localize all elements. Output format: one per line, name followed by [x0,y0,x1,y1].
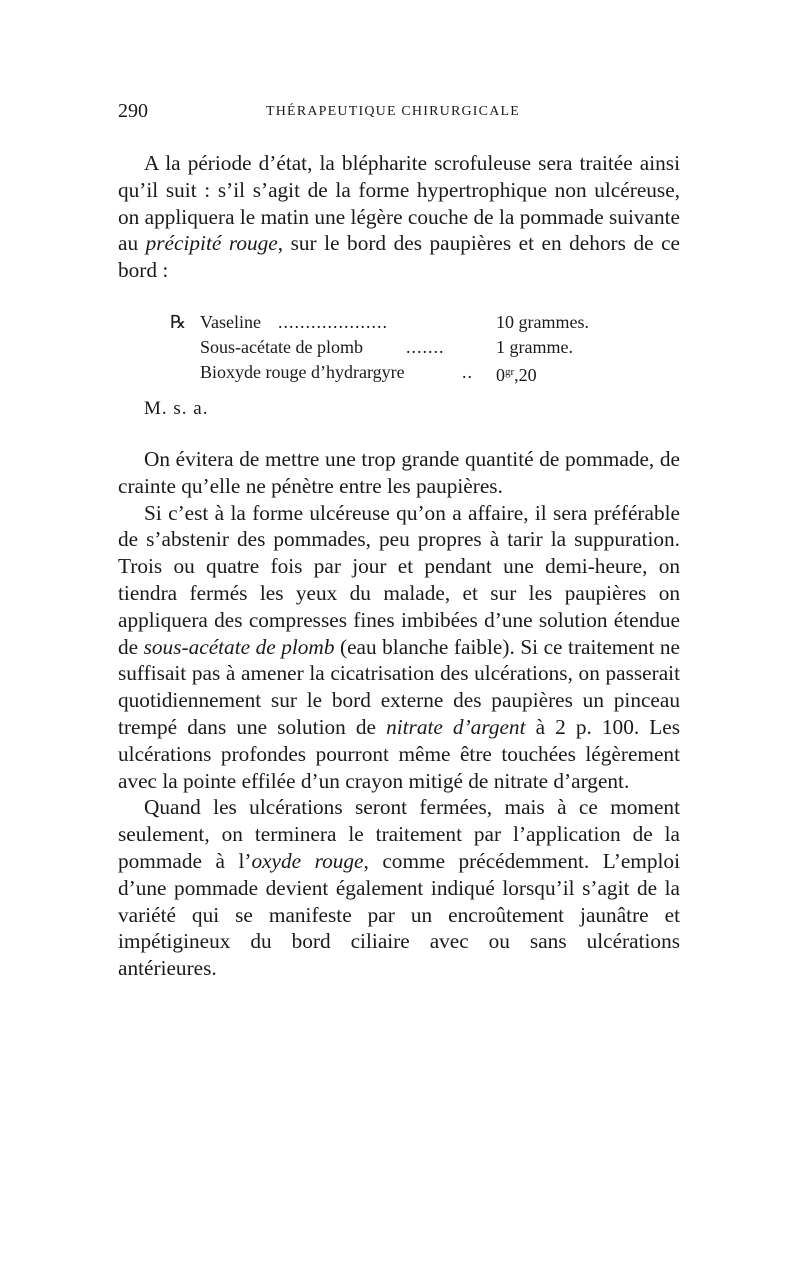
leader-dots: .................... [278,311,388,332]
quantity-decimal: ,20 [514,364,537,385]
ingredient-name: Sous-acétate de plomb [200,336,363,357]
ingredient-name: Vaseline [200,311,261,332]
quantity-unit: gr [505,365,515,378]
paragraph-after-healing [118,794,680,982]
paragraph-emphasis: précipité rouge [145,231,278,256]
ingredient-name: Bioxyde rouge d’hydrargyre [200,361,405,382]
quantity-value: 0 [496,364,505,385]
leader-dots: ....... [406,336,445,357]
prescription-formula [118,310,680,390]
paragraph-text: à 2 p. 100. Les ulcérations profondes pourront même être touchées légèrement avec la pointe effilée d’un crayon mitigé de nitrate d’argent. [118,714,680,793]
paragraph-text: A la période d’état, la blépharite scrofuleuse sera traitée ainsi qu’il suit : s’il s’agit de la forme hypertrophique non ulcéreuse, on appliquera le matin une légère couche de la pommade suivante au [118,151,680,256]
ingredient-quantity: 10 grammes. [496,311,589,332]
recipe-sign: ℞ [170,311,187,332]
book-page [118,100,680,982]
prescription-instruction: M. s. a. [144,397,209,419]
paragraph-text: , comme précédemment. L’emploi d’une pommade devient également indiqué lorsqu’il s’agit de la variété qui se manifeste par un encroûtement jaunâtre et impétigineux du bord ciliaire avec ou sans ulcérations antérieures. [118,848,681,981]
page-number: 290 [118,100,148,122]
leader-dots: .. [462,361,473,382]
paragraph-text: (eau blanche faible). Si ce traitement ne suffisait pas à amener la cicatrisation des ulcérations, on passerait quotidiennement sur le bord externe des paupières un pinceau trempé dans une solution de [118,634,680,739]
formula-row [200,335,620,360]
paragraph-text: Si c’est à la forme ulcéreuse qu’on a affaire, il sera préférable de s’abstenir des pommades, peu propres à tarir la suppuration. Trois ou quatre fois par jour et pendant une demi-heure, on tiendra fermés les yeux du malade, et sur les paupières on appliquera des compresses fines imbibées d’une solution étendue de [118,500,680,659]
formula-row [200,360,620,385]
paragraph-emphasis: sous-acétate de plomb [143,634,335,659]
running-head: THÉRAPEUTIQUE CHIRURGICALE [266,104,521,119]
paragraph-text: , sur le bord des paupières et en dehors de ce bord : [118,231,680,283]
paragraph-ulcerative-form [118,500,680,795]
page-header [118,100,680,136]
formula-row [200,310,620,335]
ingredient-quantity [496,360,537,388]
paragraph-blepharite-treatment [118,150,680,284]
paragraph-pommade-caution: On évitera de mettre une trop grande quantité de pommade, de crainte qu’elle ne pénètre entre les paupières. [118,446,680,498]
ingredient-quantity: 1 gramme. [496,336,573,357]
paragraph-text: Quand les ulcérations seront fermées, mais à ce moment seulement, on terminera le traitement par l’application de la pommade à l’ [118,795,680,873]
paragraph-emphasis: nitrate d’argent [386,714,526,739]
paragraph-emphasis: oxyde rouge [251,848,364,873]
